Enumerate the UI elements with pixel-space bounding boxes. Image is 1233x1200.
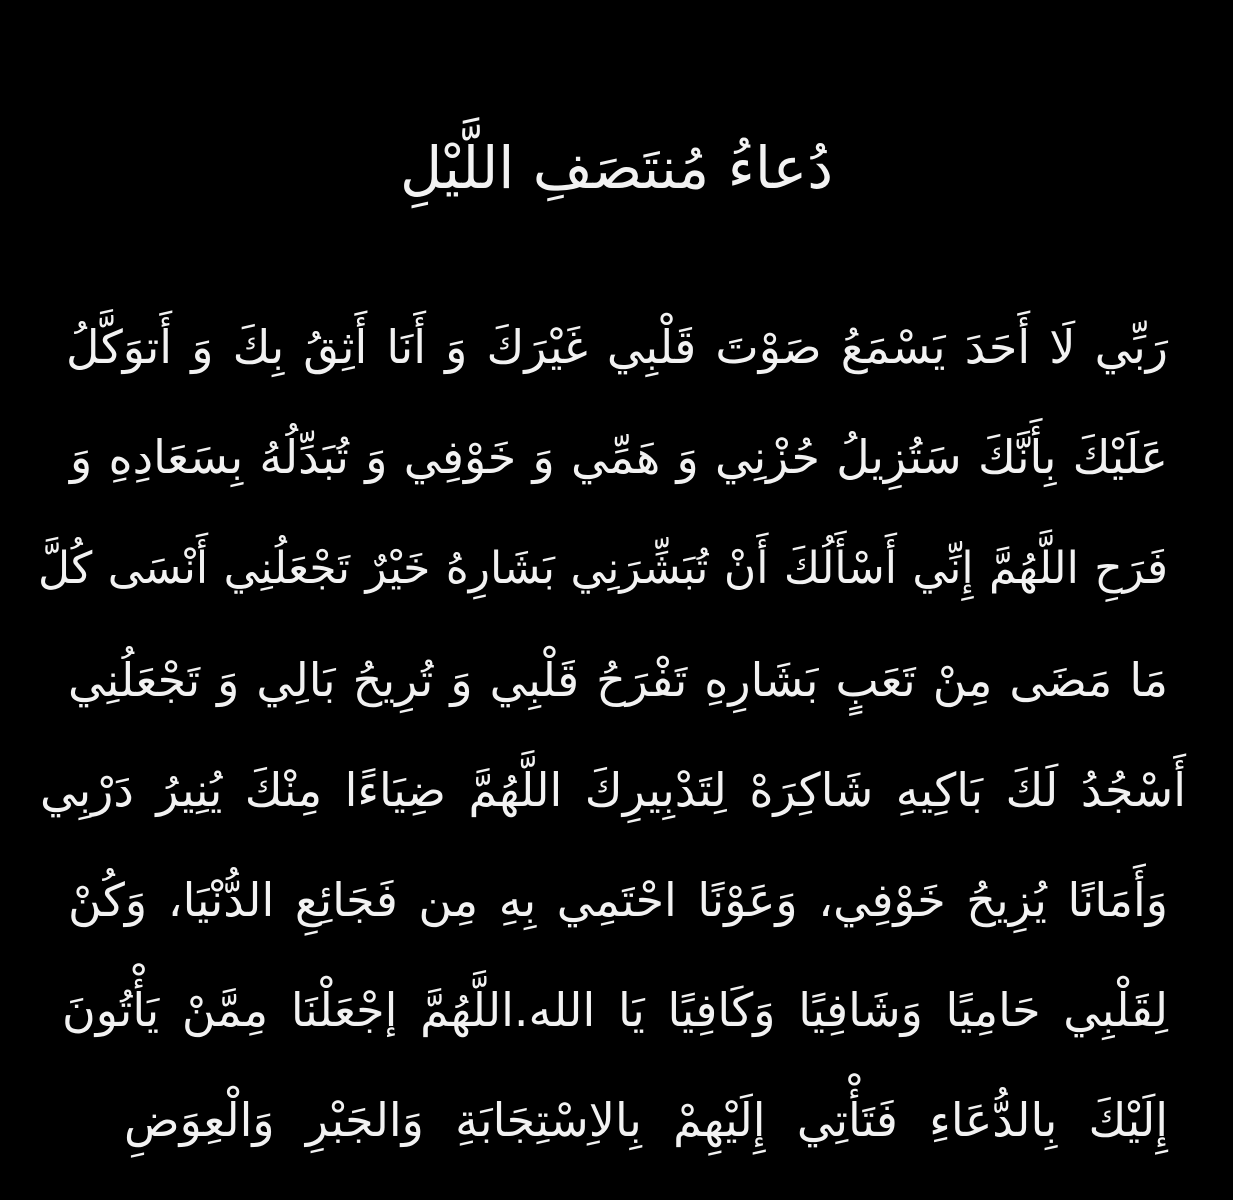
dua-line-5: أَسْجُدُ لَكَ بَاكِيهِ شَاكِرَهْ لِتَدْبِيرِكَ اللَّهُمَّ ضِيَاءًا مِنْكَ يُنِيرُ دَرْبِي <box>40 763 1186 817</box>
dua-line-7: لِقَلْبِي حَامِيًا وَشَافِيًا وَكَافِيًا يَا الله.اللَّهُمَّ إجْعَلْنَا مِمَّنْ يَأْتُونَ <box>62 983 1168 1037</box>
dua-title: دُعاءُ مُنتَصَفِ اللَّيْلِ <box>399 134 834 202</box>
dua-line-6: وَأَمَانًا يُزِيحُ خَوْفِي، وَعَوْنًا احْتَمِي بِهِ مِن فَجَائِعِ الدُّنْيَا، وَكُنْ <box>68 873 1168 927</box>
dua-line-1: رَبِّي لَا أَحَدَ يَسْمَعُ صَوْتَ قَلْبِي غَيْرَكَ وَ أَنَا أَثِقُ بِكَ وَ أَتوَكَّلُ <box>66 320 1168 374</box>
dua-line-4: مَا مَضَى مِنْ تَعَبٍ بَشَارِهِ تَفْرَحُ قَلْبِي وَ تُرِيحُ بَالِي وَ تَجْعَلُنِي <box>68 653 1168 707</box>
dua-line-3: فَرَحِ اللَّهُمَّ إِنِّي أَسْأَلُكَ أَنْ تُبَشِّرَنِي بَشَارِهُ خَيْرٌ تَجْعَلُنِي أَنْسَى كُلَّ <box>38 543 1168 594</box>
dua-line-2: عَلَيْكَ بِأَنَّكَ سَتُزِيلُ حُزْنِي وَ هَمِّي وَ خَوْفِي وَ تُبَدِّلُهُ بِسَعَادِهِ وَ <box>70 430 1168 484</box>
dua-line-8: إِلَيْكَ بِالدُّعَاءِ فَتَأْتِي إِلَيْهِمْ بِالاِسْتِجَابَةِ وَالجَبْرِ وَالْعِوَضِ <box>124 1093 1168 1147</box>
